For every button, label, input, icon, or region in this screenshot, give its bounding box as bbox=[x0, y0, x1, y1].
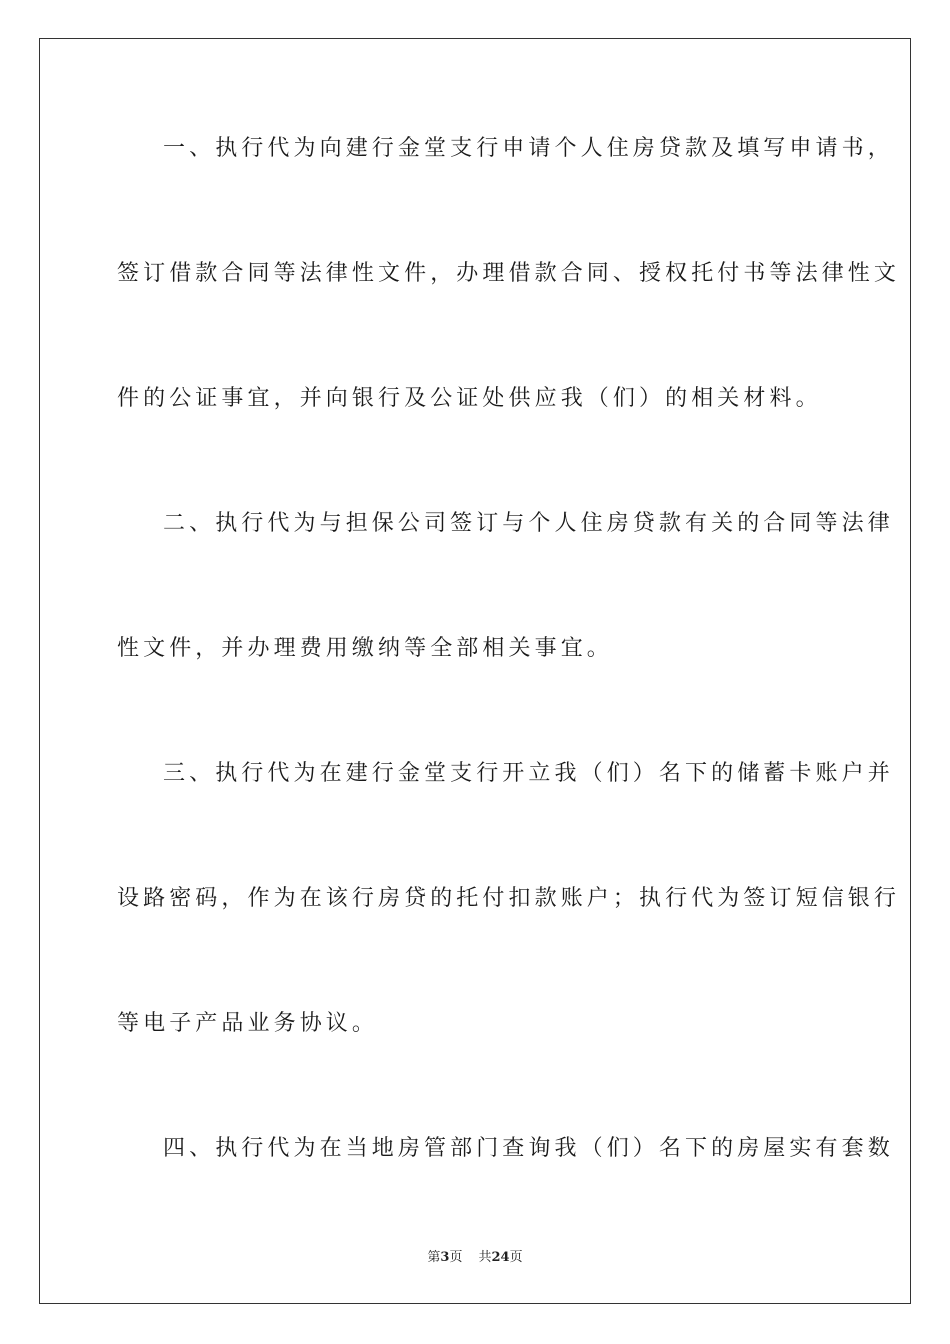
page-suffix: 页 bbox=[449, 1250, 463, 1265]
page-number: 3 bbox=[440, 1250, 450, 1265]
paragraph-4-line-1: 四、执行代为在当地房管部门查询我（们）名下的房屋实有套数 bbox=[163, 1136, 894, 1161]
paragraph-2-line-2: 性文件，并办理费用缴纳等全部相关事宜。 bbox=[117, 636, 613, 661]
paragraph-2-line-1: 二、执行代为与担保公司签订与个人住房贷款有关的合同等法律 bbox=[163, 511, 894, 536]
paragraph-1-line-2: 签订借款合同等法律性文件，办理借款合同、授权托付书等法律性文 bbox=[117, 261, 901, 286]
paragraph-3-line-2: 设路密码，作为在该行房贷的托付扣款账户；执行代为签订短信银行 bbox=[117, 886, 901, 911]
page-border bbox=[39, 38, 911, 1304]
page-footer bbox=[0, 1250, 950, 1266]
paragraph-1-line-1: 一、执行代为向建行金堂支行申请个人住房贷款及填写申请书， bbox=[163, 136, 894, 161]
paragraph-3-line-3: 等电子产品业务协议。 bbox=[117, 1011, 379, 1036]
total-pages: 24 bbox=[491, 1250, 510, 1265]
paragraph-1-line-3: 件的公证事宜，并向银行及公证处供应我（们）的相关材料。 bbox=[117, 386, 822, 411]
total-suffix: 页 bbox=[509, 1250, 523, 1265]
page-prefix: 第 bbox=[427, 1250, 441, 1265]
paragraph-3-line-1: 三、执行代为在建行金堂支行开立我（们）名下的储蓄卡账户并 bbox=[163, 761, 894, 786]
total-prefix: 共 bbox=[478, 1250, 492, 1265]
